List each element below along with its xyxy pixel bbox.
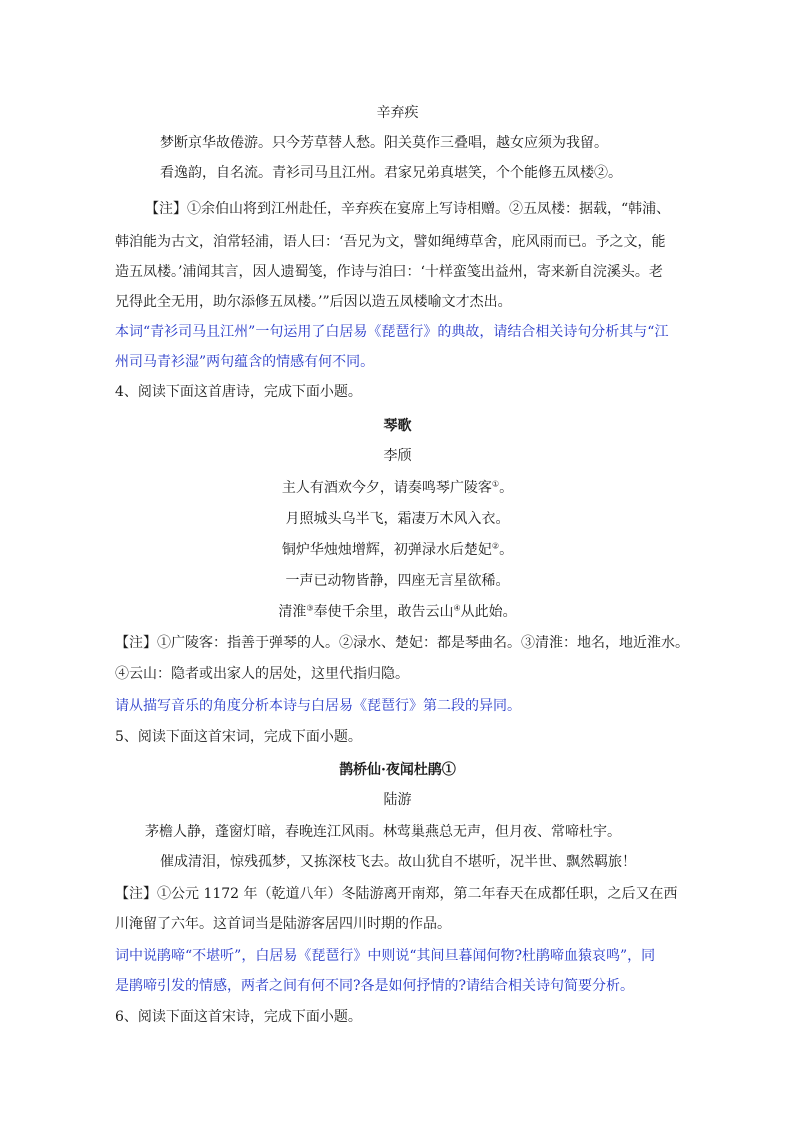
poem-line: 清淮③奉使千余里，敢告云山④从此始。 — [278, 603, 517, 620]
poem-line: 茅檐人静，蓬窗灯暗，春晚连江风雨。林莺巢燕总无声，但月夜、常啼杜宇。 — [145, 824, 621, 840]
question-text: 词中说鹃啼“不堪听”，白居易《琵琶行》中则说“其间旦暮闻何物?杜鹃啼血猿哀鸣”，同 — [115, 948, 656, 964]
annotation-text: 兄得此全无用，助尔添修五凤楼。’”后因以造五凤楼喻文才杰出。 — [115, 294, 512, 310]
poem-author: 李颀 — [383, 448, 412, 464]
annotation-text: 川淹留了六年。这首词当是陆游客居四川时期的作品。 — [115, 916, 451, 932]
annotation-text: 【注】①公元 1172 年（乾道八年）冬陆游离开南郑，第二年春天在成都任职，之后又在西 — [115, 886, 678, 902]
question-text: 是鹃啼引发的情感，两者之间有何不同?各是如何抒情的?请结合相关诗句简要分析。 — [115, 978, 635, 994]
poem-line: 主人有酒欢今夕，请奏鸣琴广陵客①。 — [281, 479, 514, 496]
poem-line: 看逸韵，自名流。青衫司马且江州。君家兄弟真堪笑，个个能修五凤楼②。 — [160, 165, 622, 181]
poem-line: 铜炉华烛烛增辉，初弹渌水后楚妃②。 — [281, 541, 514, 558]
annotation-text: 【注】①广陵客：指善于弹琴的人。②渌水、楚妃：都是琴曲名。③清淮：地名，地近淮水。 — [115, 635, 689, 651]
poem-line: 一声已动物皆静，四座无言星欲稀。 — [285, 573, 510, 589]
annotation-text: 韩洎能为古文，洎常轻浦，语人曰：‘吾兄为文，譬如绳缚草舍，庇风雨而已。予之文，能 — [115, 234, 666, 250]
annotation-text: 造五凤楼。’浦闻其言，因人遗蜀笺，作诗与洎曰：‘十样蛮笺出益州，寄来新自浣溪头。老 — [115, 264, 663, 280]
poem-author: 陆游 — [383, 792, 412, 808]
annotation-text: 【注】①余伯山将到江州赴任，辛弃疾在宴席上写诗相赠。②五凤楼：据载，“韩浦、 — [145, 201, 671, 217]
poem-title: 鹊桥仙·夜闻杜鹃① — [339, 762, 456, 778]
question-text: 本词“青衫司马且江州”一句运用了白居易《琵琶行》的典故，请结合相关诗句分析其与“江 — [115, 324, 669, 340]
annotation-text: ④云山：隐者或出家人的居处，这里代指归隐。 — [115, 666, 409, 682]
question-intro: 4、阅读下面这首唐诗，完成下面小题。 — [115, 384, 362, 400]
poem-line: 月照城头乌半飞，霜凄万木风入衣。 — [285, 511, 510, 527]
poem-author: 辛弃疾 — [376, 105, 419, 121]
poem-title: 琴歌 — [383, 418, 412, 434]
question-text: 州司马青衫湿”两句蕴含的情感有何不同。 — [115, 354, 375, 370]
poem-line: 梦断京华故倦游。只今芳草替人愁。阳关莫作三叠唱，越女应须为我留。 — [160, 135, 608, 151]
poem-line: 催成清泪，惊残孤梦，又拣深枝飞去。故山犹自不堪听，况半世、飘然羁旅！ — [160, 854, 636, 870]
question-intro: 6、阅读下面这首宋诗，完成下面小题。 — [115, 1009, 362, 1025]
question-text: 请从描写音乐的角度分析本诗与白居易《琵琶行》第二段的异同。 — [115, 698, 521, 714]
question-intro: 5、阅读下面这首宋词，完成下面小题。 — [115, 729, 362, 745]
